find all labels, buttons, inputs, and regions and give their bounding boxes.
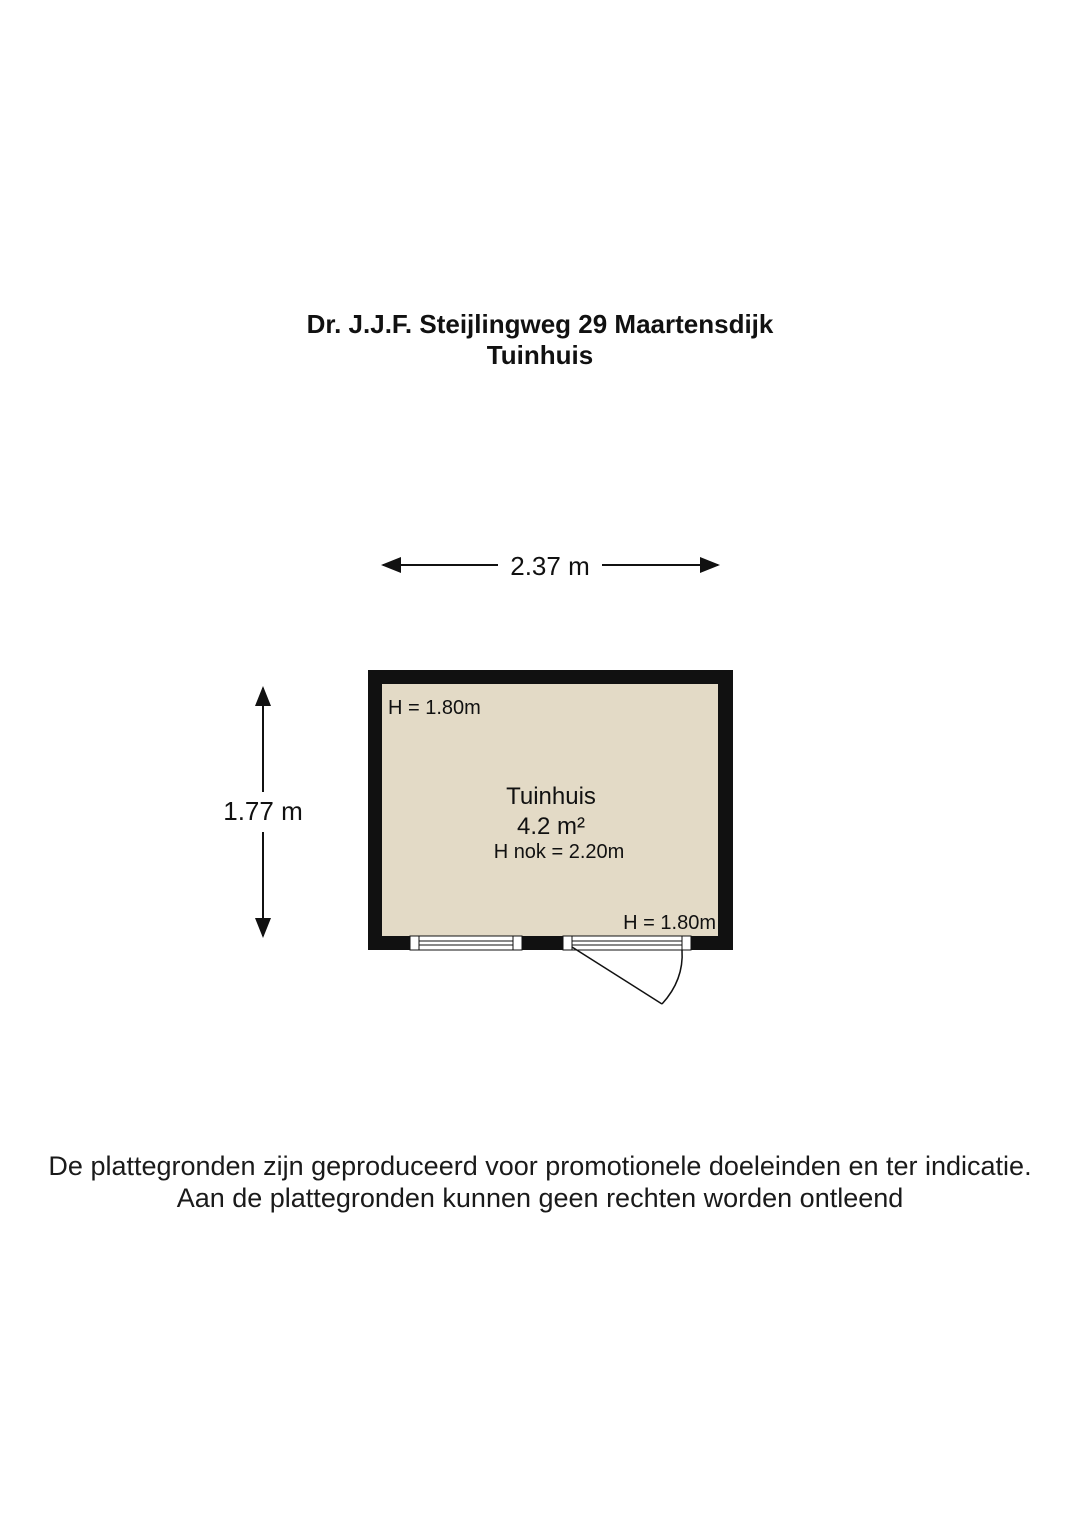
window-jamb-right (513, 936, 522, 950)
disclaimer-line-1: De plattegronden zijn geproduceerd voor promotionele doeleinden en ter indicatie. (48, 1151, 1032, 1181)
depth-dimension (223, 688, 303, 936)
door-opening (563, 936, 691, 950)
ceiling-height-label-left: H = 1.80m (388, 697, 481, 719)
door-jamb-left (563, 936, 572, 950)
window-opening (410, 936, 522, 950)
ridge-height-label: H nok = 2.20m (493, 841, 625, 863)
room-tuinhuis (368, 670, 733, 1004)
door-leaf (572, 947, 662, 1004)
door-swing-arc (662, 950, 682, 1004)
disclaimer-line-2: Aan de plattegronden kunnen geen rechten worden ontleend (176, 1183, 904, 1213)
room-area-label: 4.2 m² (516, 813, 586, 840)
plan-floor-title: Tuinhuis (486, 340, 594, 370)
depth-dimension-label: 1.77 m (223, 796, 303, 826)
room-floor (382, 684, 718, 936)
width-dimension-label: 2.37 m (510, 551, 590, 581)
room-name-label: Tuinhuis (506, 783, 596, 810)
plan-address-title: Dr. J.J.F. Steijlingweg 29 Maartensdijk (306, 309, 774, 339)
door-jamb-right (682, 936, 691, 950)
window-jamb-left (410, 936, 419, 950)
ceiling-height-label-right: H = 1.80m (623, 912, 716, 934)
width-dimension (383, 551, 718, 581)
